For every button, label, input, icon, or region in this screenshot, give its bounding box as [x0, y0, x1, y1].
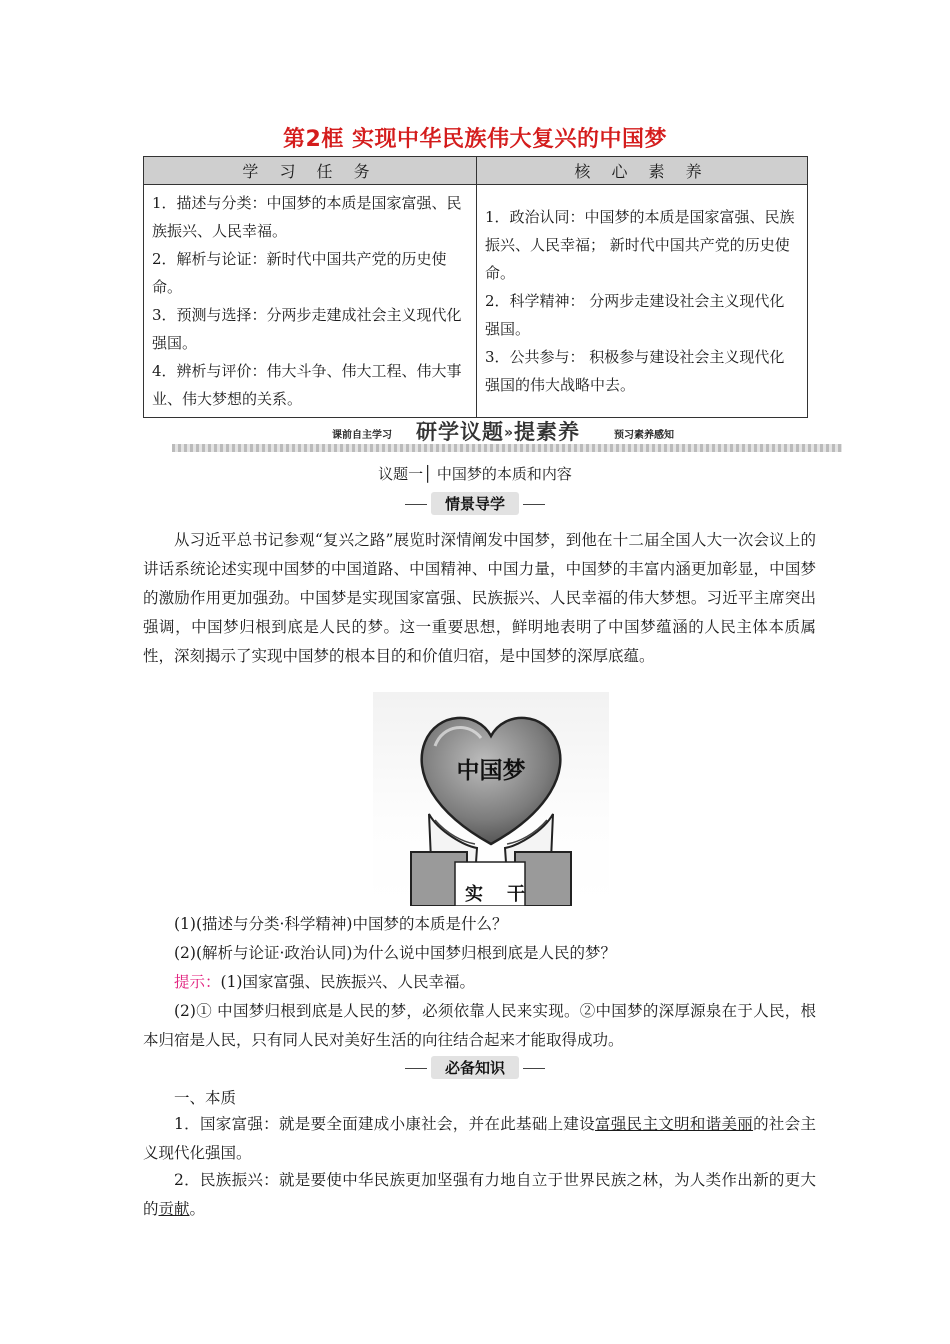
rule-left: [405, 1068, 427, 1069]
task-item: 3．预测与选择：分两步走建成社会主义现代化强国。: [152, 306, 462, 352]
rule-right: [523, 504, 545, 505]
task-item: 2．解析与论证：新时代中国共产党的历史使命。: [152, 250, 447, 296]
banner-main: [416, 416, 580, 446]
heart-text: 中国梦: [456, 758, 526, 784]
banner-right-text: 预习素养感知: [614, 430, 674, 441]
section-label-scenario: [0, 492, 950, 516]
literacy-cell: [477, 185, 808, 418]
section-banner: [172, 414, 842, 452]
tasks-cell: [144, 185, 477, 418]
hint-1-text: (1)国家富强、民族振兴、人民幸福。: [220, 973, 475, 991]
label-scenario: 情景导学: [431, 492, 519, 515]
banner-main-a: 研学议题: [416, 420, 504, 444]
header-literacy: 核 心 素 养: [477, 157, 808, 185]
page-title: 第2框 实现中华民族伟大复兴的中国梦: [283, 127, 667, 152]
heart-hands-icon: [373, 692, 609, 906]
scenario-paragraph: 从习近平总书记参观“复兴之路”展览时深情阐发中国梦，到他在十二届全国人大一次会议上的讲话系统论述实现中国梦的中国道路、中国精神、中国力量，中国梦的丰富内涵更加彰显，中国梦的激励作用更加强劲。中国梦是实现国家富强、民族振兴、人民幸福的伟大梦想。习近平主席突出强调，中国梦归根到底是人民的梦。这一重要思想，鲜明地表明了中国梦蕴涵的人民主体本质属性，深刻揭示了实现中国梦的根本目的和价值归宿，是中国梦的深厚底蕴。: [143, 531, 816, 665]
char-right: 干: [507, 884, 525, 905]
hint-2: (2)① 中国梦归根到底是人民的梦，必须依靠人民来实现。②中国梦的深厚源泉在于人民，根本归宿是人民，只有同人民对美好生活的向往结合起来才能取得成功。: [143, 1002, 816, 1049]
item2-underlined: 贡献: [158, 1200, 190, 1218]
literacy-item: 1．政治认同：中国梦的本质是国家富强、民族振兴、人民幸福； 新时代中国共产党的历史使命。: [485, 208, 795, 282]
knowledge-item-2: [143, 1166, 816, 1224]
item1-underlined: 富强民主文明和谐美丽: [595, 1115, 754, 1133]
knowledge-item-1: [143, 1110, 816, 1168]
rule-right: [523, 1068, 545, 1069]
objectives-table: [143, 156, 808, 418]
item1-pre: 1．国家富强：就是要全面建成小康社会，并在此基础上建设: [174, 1115, 596, 1133]
question-2: (2)(解析与论证·政治认同)为什么说中国梦归根到底是人民的梦？: [174, 944, 616, 962]
task-item: 4．辨析与评价：伟大斗争、伟大工程、伟大事业、伟大梦想的关系。: [152, 362, 462, 408]
item1-post: 的社会主义现代化强国。: [143, 1115, 816, 1162]
literacy-item: 2．科学精神： 分两步走建设社会主义现代化强国。: [485, 292, 785, 338]
item2-post: 。: [189, 1200, 206, 1218]
hint-1: [143, 968, 816, 997]
item2-pre: 2．民族振兴：就是要使中华民族更加坚强有力地自立于世界民族之林，为人类作出新的更大的: [143, 1171, 816, 1218]
china-dream-illustration: [373, 692, 609, 906]
hint-label: 提示：: [174, 973, 221, 991]
section-label-knowledge: [0, 1056, 950, 1080]
task-item: 1．描述与分类：中国梦的本质是国家富强、民族振兴、人民幸福。: [152, 194, 462, 240]
topic-heading: 议题一│ 中国梦的本质和内容: [378, 465, 572, 483]
banner-left-text: 课前自主学习: [332, 430, 392, 441]
question-1: (1)(描述与分类·科学精神)中国梦的本质是什么？: [174, 915, 508, 933]
char-left: 实: [465, 884, 483, 905]
rule-left: [405, 504, 427, 505]
header-tasks: 学 习 任 务: [144, 157, 477, 185]
banner-main-b: 提素养: [514, 420, 581, 444]
knowledge-heading: 一、本质: [174, 1089, 237, 1107]
double-arrow-icon: »: [504, 425, 515, 441]
label-knowledge: 必备知识: [431, 1056, 519, 1079]
literacy-item: 3．公共参与： 积极参与建设社会主义现代化强国的伟大战略中去。: [485, 348, 785, 394]
